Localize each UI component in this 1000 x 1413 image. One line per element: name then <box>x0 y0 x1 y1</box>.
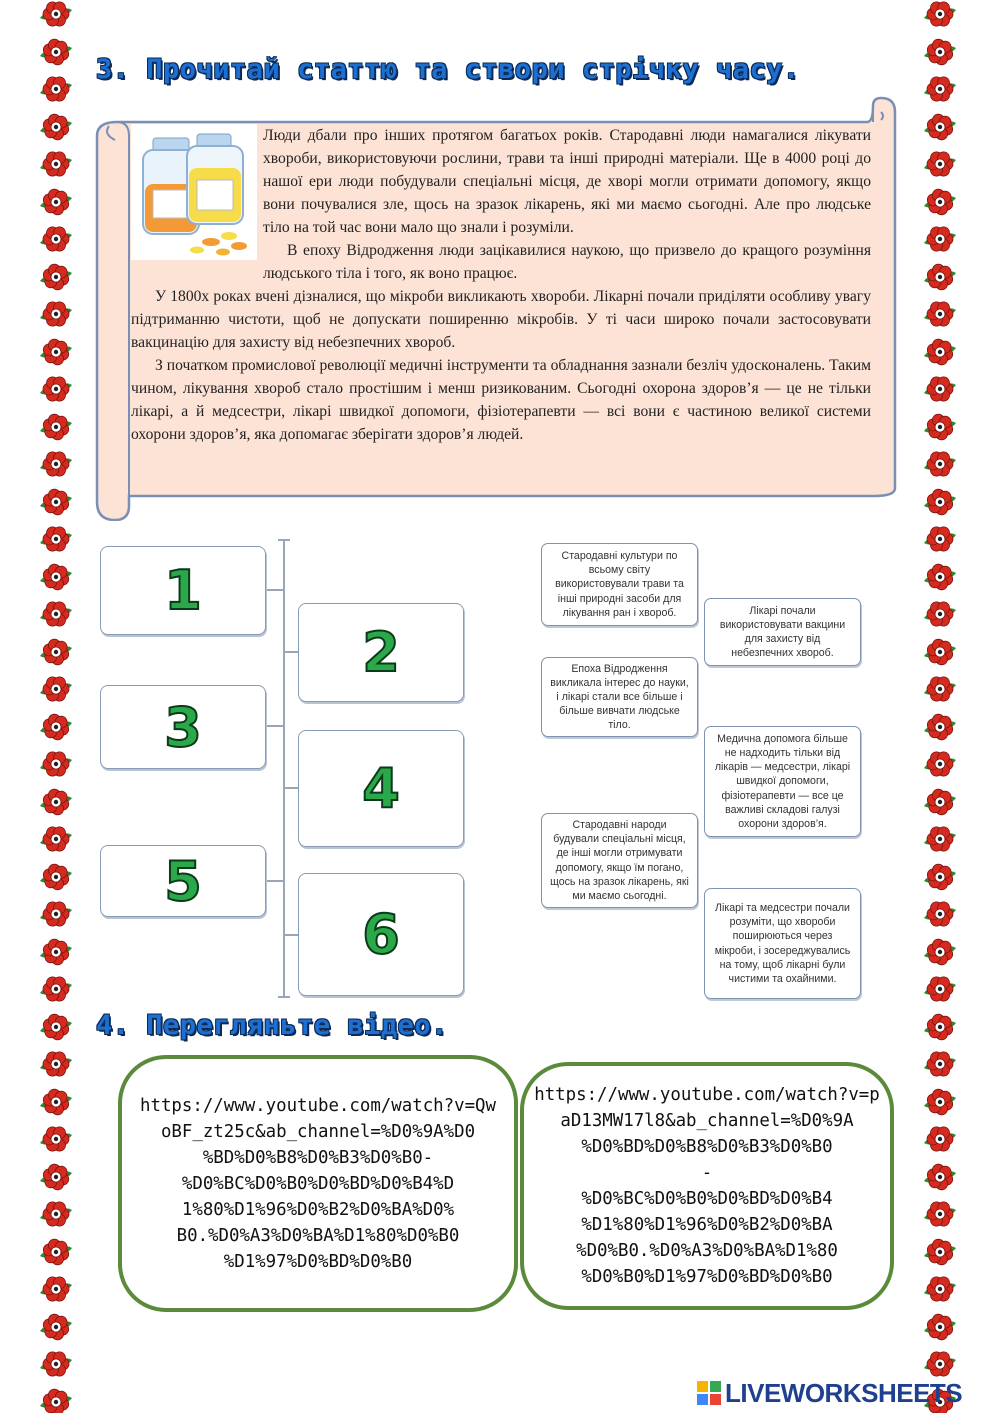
flower-icon <box>922 596 958 632</box>
flower-icon <box>38 1384 74 1413</box>
article-text <box>131 124 871 446</box>
flower-icon <box>922 859 958 895</box>
flower-icon <box>38 1009 74 1045</box>
timeline-tick-4 <box>285 787 299 789</box>
timeline-number-6: 6 <box>362 903 400 966</box>
timeline-number-4: 4 <box>362 757 400 820</box>
flower-icon <box>922 109 958 145</box>
flower-icon <box>922 184 958 220</box>
video-link-1-line: 1%80%D1%96%D0%B2%D0%BA%D0% <box>181 1199 455 1220</box>
flower-icon <box>38 409 74 445</box>
flower-icon <box>38 184 74 220</box>
flower-icon <box>922 634 958 670</box>
flower-icon <box>38 596 74 632</box>
flower-icon <box>38 859 74 895</box>
flower-icon <box>922 1084 958 1120</box>
flower-icon <box>922 334 958 370</box>
flower-icon <box>922 34 958 70</box>
flower-icon <box>38 821 74 857</box>
timeline-number-2: 2 <box>362 621 400 684</box>
video-link-1-line: %D0%BC%D0%B0%D0%BD%D0%B4%D <box>181 1173 455 1194</box>
timeline-tick-5 <box>266 880 284 882</box>
flower-icon <box>38 634 74 670</box>
event-card-ancient-hospitals[interactable]: Стародавні народи будували спеціальні місця, де інші могли отримувати допомогу, якщо їм погано, щось на зразок лікарень, які ми маємо сьогодні. <box>541 813 698 908</box>
flower-icon <box>922 71 958 107</box>
timeline-cap-top <box>278 539 290 541</box>
video-link-1-line: %D1%97%D0%BD%D0%B0 <box>223 1251 413 1272</box>
flower-icon <box>38 259 74 295</box>
flower-icon <box>922 484 958 520</box>
flower-icon <box>38 446 74 482</box>
liveworksheets-brand: LIVEWORKSHEETS <box>725 1377 963 1408</box>
timeline-slot-4[interactable] <box>298 730 464 847</box>
flower-icon <box>922 671 958 707</box>
timeline-number-5: 5 <box>164 849 202 913</box>
flower-icon <box>38 784 74 820</box>
timeline-slot-5[interactable] <box>100 845 266 917</box>
flower-icon <box>38 71 74 107</box>
flower-icon <box>922 221 958 257</box>
flower-icon <box>922 0 958 32</box>
video-link-1-text <box>140 1093 496 1275</box>
video-link-2[interactable] <box>520 1062 894 1310</box>
video-link-1-line: https://www.youtube.com/watch?v=Qw <box>140 1095 496 1116</box>
liveworksheets-logo-icon <box>697 1381 721 1405</box>
flower-icon <box>38 709 74 745</box>
pill-bottles-icon <box>131 124 257 260</box>
flower-icon <box>922 709 958 745</box>
flower-icon <box>922 1009 958 1045</box>
event-card-germs[interactable]: Лікарі та медсестри почали розуміти, що хвороби поширюються через мікроби, і зосереджувались на тому, щоб лікарні були чистими та охайними. <box>704 888 861 999</box>
flower-icon <box>922 446 958 482</box>
flower-icon <box>38 521 74 557</box>
video-link-2-line: aD13MW17l8&ab_channel=%D0%9A <box>560 1111 854 1131</box>
flower-icon <box>922 259 958 295</box>
flower-icon <box>922 784 958 820</box>
flower-icon <box>922 896 958 932</box>
flower-icon <box>38 0 74 32</box>
flower-icon <box>922 971 958 1007</box>
flower-icon <box>922 1271 958 1307</box>
video-link-2-line: https://www.youtube.com/watch?v=p <box>534 1085 880 1105</box>
flower-icon <box>38 1271 74 1307</box>
flower-icon <box>922 371 958 407</box>
flower-icon <box>38 746 74 782</box>
task3-heading: 3. Прочитай статтю та створи стрічку часу. <box>96 54 800 85</box>
event-card-renaissance[interactable]: Епоха Відродження викликала інтерес до науки, і лікарі стали все більше і більше вивчати людське тіло. <box>541 657 698 737</box>
article-paragraph-2: В епоху Відродження люди зацікавилися наукою, що призвело до кращого розуміння людського тіла і того, як воно працює. <box>263 242 871 282</box>
video-link-2-line: %D1%80%D1%96%D0%B2%D0%BA <box>581 1215 833 1235</box>
flower-icon <box>38 1046 74 1082</box>
flower-icon <box>38 371 74 407</box>
video-link-1-line: oBF_zt25c&ab_channel=%D0%9A%D0 <box>160 1121 476 1142</box>
timeline-tick-3 <box>266 725 284 727</box>
flower-icon <box>922 746 958 782</box>
liveworksheets-footer[interactable] <box>697 1378 993 1408</box>
timeline-number-3: 3 <box>164 695 202 759</box>
video-link-1[interactable] <box>118 1055 518 1312</box>
flower-icon <box>38 559 74 595</box>
timeline-axis <box>283 539 285 997</box>
flower-icon <box>38 34 74 70</box>
flower-icon <box>922 559 958 595</box>
event-card-modern-healthcare[interactable]: Медична допомога більше не надходить тільки від лікарів — медсестри, лікарі швидкої допомоги, фізіотерапевти — все це важливі складові галузі охорони здоров’я. <box>704 726 861 837</box>
right-flower-border <box>922 0 958 1413</box>
flower-icon <box>38 146 74 182</box>
flower-icon <box>922 934 958 970</box>
flower-icon <box>922 146 958 182</box>
video-link-2-text <box>534 1082 880 1290</box>
flower-icon <box>922 521 958 557</box>
flower-icon <box>38 1084 74 1120</box>
flower-icon <box>922 1046 958 1082</box>
flower-icon <box>38 296 74 332</box>
video-link-2-line: %D0%B0%D1%97%D0%BD%D0%B0 <box>581 1267 833 1287</box>
flower-icon <box>38 1234 74 1270</box>
flower-icon <box>38 1309 74 1345</box>
timeline-slot-2[interactable] <box>298 603 464 702</box>
flower-icon <box>922 1196 958 1232</box>
flower-icon <box>922 1234 958 1270</box>
timeline-tick-6 <box>285 934 299 936</box>
flower-icon <box>38 221 74 257</box>
video-link-2-line: - <box>701 1163 713 1183</box>
flower-icon <box>922 296 958 332</box>
article-paragraph-4: З початком промислової революції медичні інструменти та обладнання зазнали безліч удосконалень. Таким чином, лікування хвороб стало простішим і менш ризикованим. Сьогодні охорона здоров’я — це не тільки лікарі, а й медсестри, лікарі швидкої допомоги, фізіотерапевти — всі вони є частиною великої системи охорони здоров’я, яка допомагає зберігати здоров’я людей. <box>131 357 871 443</box>
left-flower-border <box>38 0 74 1413</box>
flower-icon <box>922 1159 958 1195</box>
flower-icon <box>38 1346 74 1382</box>
timeline-slot-6[interactable] <box>298 873 464 996</box>
article-paragraph-1: Люди дбали про інших протягом багатьох років. Стародавні люди намагалися лікувати хвороби, використовуючи рослини, трави та інші природні матеріали. Ще в 4000 році до нашої ери люди побудували спеціальні місця, де хворі могли отримати допомогу, якщо вони почувалися зле, щось на зразок лікарень, які ми маємо сьогодні. Але про людське тіло на той час вони мало що знали і розуміли. <box>263 127 871 236</box>
flower-icon <box>38 1196 74 1232</box>
video-link-2-line: %D0%BC%D0%B0%D0%BD%D0%B4 <box>581 1189 833 1209</box>
flower-icon <box>38 896 74 932</box>
timeline-tick-2 <box>285 651 299 653</box>
flower-icon <box>38 971 74 1007</box>
video-link-2-line: %D0%B0.%D0%A3%D0%BA%D1%80 <box>576 1241 838 1261</box>
timeline-number-1: 1 <box>164 559 202 622</box>
flower-icon <box>38 1159 74 1195</box>
flower-icon <box>922 409 958 445</box>
flower-icon <box>922 821 958 857</box>
timeline-slot-3[interactable] <box>100 685 266 769</box>
video-link-1-line: %BD%D0%B8%D0%B3%D0%B0- <box>202 1147 434 1168</box>
flower-icon <box>38 934 74 970</box>
flower-icon <box>38 109 74 145</box>
flower-icon <box>38 1121 74 1157</box>
video-link-2-line: %D0%BD%D0%B8%D0%B3%D0%B0 <box>581 1137 833 1157</box>
task4-heading: 4. Перегляньте відео. <box>96 1010 448 1041</box>
article-paragraph-3: У 1800х роках вчені дізналися, що мікроби викликають хвороби. Лікарні почали приділяти особливу увагу підтриманню чистоти, щоб не допускати поширенню мікробів. У ті часи широко почали застосовувати вакцинацію для захисту від небезпечних хвороб. <box>131 288 871 351</box>
event-card-ancient-cultures[interactable]: Стародавні культури по всьому світу використовували трави та інші природні засоби для лікування ран і хвороб. <box>541 543 698 626</box>
video-link-1-line: B0.%D0%A3%D0%BA%D1%80%D0%B0 <box>176 1225 460 1246</box>
flower-icon <box>922 1309 958 1345</box>
event-card-vaccines[interactable]: Лікарі почали використовувати вакцини для захисту від небезпечних хвороб. <box>704 598 861 666</box>
timeline-slot-1[interactable] <box>100 546 266 635</box>
flower-icon <box>38 334 74 370</box>
timeline-tick-1 <box>266 589 284 591</box>
flower-icon <box>38 671 74 707</box>
flower-icon <box>38 484 74 520</box>
timeline-cap-bottom <box>278 996 290 998</box>
flower-icon <box>922 1121 958 1157</box>
